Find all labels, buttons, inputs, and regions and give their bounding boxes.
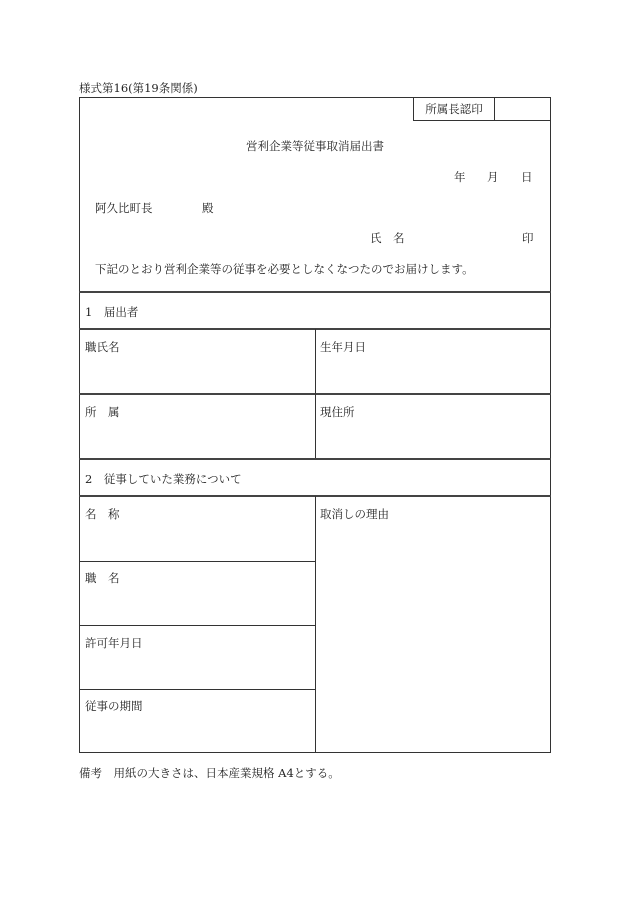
signature-name-label: 氏 名 (370, 231, 405, 245)
form-title: 営利企業等従事取消届出書 (246, 139, 384, 153)
business-name-label: 名 称 (85, 507, 120, 521)
addressee-honorific: 殿 (202, 201, 214, 215)
birth-date-label: 生年月日 (320, 340, 366, 354)
divider (79, 458, 551, 460)
address-label: 現住所 (320, 405, 355, 419)
divider (79, 625, 316, 626)
column-divider (315, 329, 316, 458)
period-label: 従事の期間 (85, 699, 143, 713)
footer-note: 備考 用紙の大きさは、日本産業規格 A4とする。 (79, 766, 340, 780)
date-day-label: 日 (521, 170, 533, 184)
job-title-name-label: 職氏名 (85, 340, 120, 354)
supervisor-stamp-box (413, 97, 551, 121)
section1-heading: 1 届出者 (85, 305, 139, 319)
statement-text: 下記のとおり営利企業等の従事を必要としなくなつたのでお届けします。 (95, 262, 474, 276)
supervisor-stamp-field[interactable] (495, 98, 551, 120)
cancel-reason-label: 取消しの理由 (320, 507, 389, 521)
divider (79, 561, 316, 562)
date-month-label: 月 (487, 170, 499, 184)
permit-date-label: 許可年月日 (85, 636, 143, 650)
addressee-name: 阿久比町長 (95, 201, 153, 215)
supervisor-stamp-label: 所属長認印 (414, 98, 495, 120)
date-year-label: 年 (454, 170, 466, 184)
section2-heading: 2 従事していた業務について (85, 472, 242, 486)
form-number: 様式第16(第19条関係) (79, 81, 198, 95)
signature-seal-label: 印 (522, 231, 534, 245)
affiliation-label: 所 属 (85, 405, 120, 419)
divider (79, 689, 316, 690)
divider (79, 291, 551, 293)
position-label: 職 名 (85, 571, 120, 585)
